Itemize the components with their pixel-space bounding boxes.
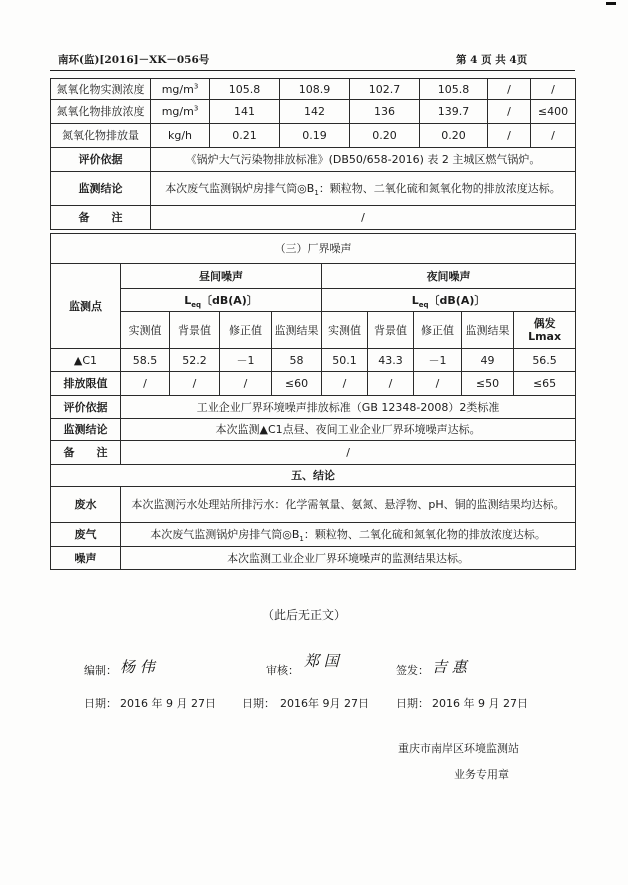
remark-text: / bbox=[151, 206, 576, 230]
value-limit: / bbox=[531, 79, 576, 100]
gas-text: 本次废气监测锅炉房排气筒$◎B_1$：颗粒物、二氧化硫和氮氧化物的排放浓度达标。 bbox=[121, 523, 576, 547]
remark-text: / bbox=[121, 441, 576, 465]
row-name: 氮氧化物排放量 bbox=[51, 124, 151, 148]
col-header: 实测值 bbox=[121, 312, 170, 349]
editor-label: 编制： bbox=[84, 664, 117, 677]
table-cell: / bbox=[220, 372, 272, 396]
table-cell: 43.3 bbox=[368, 349, 414, 372]
value-avg: 105.8 bbox=[420, 79, 488, 100]
value-2: 0.19 bbox=[280, 124, 350, 148]
editor-date: 2016 年 9 月 27日 bbox=[120, 697, 216, 710]
value-extra: / bbox=[488, 100, 531, 124]
remark-row bbox=[51, 206, 576, 230]
page-info: 第 4 页 共 4页 bbox=[456, 54, 528, 66]
table-row bbox=[51, 100, 576, 124]
table-row bbox=[51, 349, 576, 372]
remark-label: 备 注 bbox=[51, 206, 151, 230]
signer-label: 签发： bbox=[396, 664, 429, 677]
row-unit: $mg/m^3$ bbox=[151, 100, 210, 124]
noise-label: 噪声 bbox=[51, 547, 121, 570]
value-limit: ≤400 bbox=[531, 100, 576, 124]
basis-label: 评价依据 bbox=[51, 396, 121, 419]
table-cell: 49 bbox=[462, 349, 514, 372]
table-cell: －1 bbox=[220, 349, 272, 372]
table-cell: 58 bbox=[272, 349, 322, 372]
conclusion-label: 监测结论 bbox=[51, 172, 151, 206]
table-cell: / bbox=[170, 372, 220, 396]
nox-table bbox=[50, 78, 576, 230]
value-1: 141 bbox=[210, 100, 280, 124]
conclusion-label: 监测结论 bbox=[51, 419, 121, 441]
value-2: 108.9 bbox=[280, 79, 350, 100]
signer-date-label: 日期： bbox=[396, 697, 429, 710]
summary-title-row bbox=[51, 465, 576, 487]
section-title-row bbox=[51, 234, 576, 264]
basis-text: 工业企业厂界环境噪声排放标准（GB 12348-2008）2类标准 bbox=[121, 396, 576, 419]
noise-section-title: （三）厂界噪声 bbox=[51, 234, 576, 264]
row-name: 氮氧化物实测浓度 bbox=[51, 79, 151, 100]
table-cell: ≤50 bbox=[462, 372, 514, 396]
summary-row bbox=[51, 487, 576, 523]
value-3: 136 bbox=[350, 100, 420, 124]
org-name: 重庆市南岸区环境监测站 bbox=[398, 742, 519, 755]
col-header: 偶发 Lmax bbox=[514, 312, 576, 349]
editor-signature: 杨 伟 bbox=[120, 658, 155, 676]
table-cell: / bbox=[322, 372, 368, 396]
table-cell: / bbox=[414, 372, 462, 396]
row-name: 氮氧化物排放浓度 bbox=[51, 100, 151, 124]
wastewater-text: 本次监测污水处理站所排污水：化学需氧量、氨氮、悬浮物、pH、铜的监测结果均达标。 bbox=[121, 487, 576, 523]
table-row bbox=[51, 372, 576, 396]
table-cell: 排放限值 bbox=[51, 372, 121, 396]
value-3: 102.7 bbox=[350, 79, 420, 100]
table-row bbox=[51, 124, 576, 148]
doc-number: 南环(监)[2016]－XK－056号 bbox=[58, 54, 210, 66]
corner-mark bbox=[606, 2, 616, 5]
value-2: 142 bbox=[280, 100, 350, 124]
value-extra: / bbox=[488, 79, 531, 100]
remark-row bbox=[51, 441, 576, 465]
night-label: 夜间噪声 bbox=[322, 264, 576, 289]
table-cell: / bbox=[368, 372, 414, 396]
day-leq: $L_{eq}$〔dB(A)〕 bbox=[121, 289, 322, 312]
editor-date-label: 日期： bbox=[84, 697, 117, 710]
day-label: 昼间噪声 bbox=[121, 264, 322, 289]
basis-row bbox=[51, 396, 576, 419]
table-row bbox=[51, 264, 576, 289]
table-cell: ≤60 bbox=[272, 372, 322, 396]
night-leq: $L_{eq}$〔dB(A)〕 bbox=[322, 289, 576, 312]
table-cell: －1 bbox=[414, 349, 462, 372]
col-header: 监测结果 bbox=[462, 312, 514, 349]
conclusion-row bbox=[51, 419, 576, 441]
conclusion-row bbox=[51, 172, 576, 206]
signer-signature: 吉 惠 bbox=[432, 658, 467, 676]
table-row bbox=[51, 289, 576, 312]
basis-label: 评价依据 bbox=[51, 148, 151, 172]
table-cell: 50.1 bbox=[322, 349, 368, 372]
value-1: 105.8 bbox=[210, 79, 280, 100]
value-limit: / bbox=[531, 124, 576, 148]
business-seal: 业务专用章 bbox=[454, 768, 509, 781]
table-cell: ▲C1 bbox=[51, 349, 121, 372]
column-header-row bbox=[51, 312, 576, 349]
col-header: 背景值 bbox=[170, 312, 220, 349]
noise-table bbox=[50, 233, 576, 570]
basis-text: 《锅炉大气污染物排放标准》(DB50/658-2016) 表 2 主城区燃气锅炉。 bbox=[151, 148, 576, 172]
wastewater-label: 废水 bbox=[51, 487, 121, 523]
basis-row bbox=[51, 148, 576, 172]
reviewer-label: 审核： bbox=[266, 664, 299, 677]
table-cell: 58.5 bbox=[121, 349, 170, 372]
conclusion-text: 本次监测▲C1点昼、夜间工业企业厂界环境噪声达标。 bbox=[121, 419, 576, 441]
signer-date: 2016 年 9 月 27日 bbox=[432, 697, 528, 710]
value-avg: 0.20 bbox=[420, 124, 488, 148]
table-cell: 56.5 bbox=[514, 349, 576, 372]
value-extra: / bbox=[488, 124, 531, 148]
end-note: （此后无正文） bbox=[262, 608, 347, 622]
col-header: 监测结果 bbox=[272, 312, 322, 349]
value-3: 0.20 bbox=[350, 124, 420, 148]
reviewer-date: 2016年 9月 27日 bbox=[280, 697, 369, 710]
remark-label: 备 注 bbox=[51, 441, 121, 465]
table-cell: / bbox=[121, 372, 170, 396]
table-row bbox=[51, 79, 576, 100]
col-header: 修正值 bbox=[220, 312, 272, 349]
conclusion-text: 本次废气监测锅炉房排气筒$◎B_1$：颗粒物、二氧化硫和氮氧化物的排放浓度达标。 bbox=[151, 172, 576, 206]
gas-label: 废气 bbox=[51, 523, 121, 547]
col-header: 背景值 bbox=[368, 312, 414, 349]
summary-row bbox=[51, 547, 576, 570]
col-header: 实测值 bbox=[322, 312, 368, 349]
table-cell: ≤65 bbox=[514, 372, 576, 396]
reviewer-date-label: 日期： bbox=[242, 697, 275, 710]
summary-title: 五、结论 bbox=[51, 465, 576, 487]
row-unit: kg/h bbox=[151, 124, 210, 148]
noise-text: 本次监测工业企业厂界环境噪声的监测结果达标。 bbox=[121, 547, 576, 570]
row-unit: $mg/m^3$ bbox=[151, 79, 210, 100]
value-1: 0.21 bbox=[210, 124, 280, 148]
summary-row bbox=[51, 523, 576, 547]
value-avg: 139.7 bbox=[420, 100, 488, 124]
header-rule bbox=[50, 70, 575, 71]
table-cell: 52.2 bbox=[170, 349, 220, 372]
col-header: 修正值 bbox=[414, 312, 462, 349]
point-label: 监测点 bbox=[51, 264, 121, 349]
reviewer-signature: 郑 国 bbox=[304, 652, 339, 670]
